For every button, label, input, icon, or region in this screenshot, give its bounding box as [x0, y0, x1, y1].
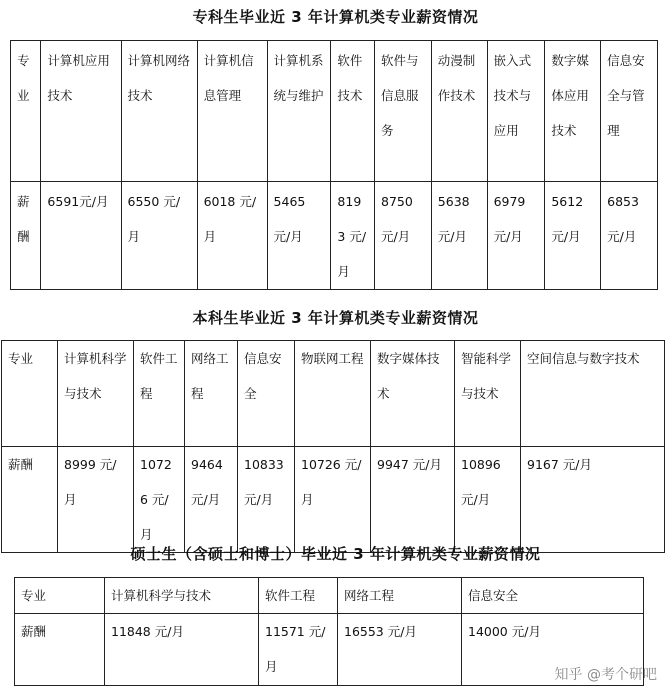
salary-cell: 6853 元/月	[601, 182, 658, 290]
salary-cell: 5612 元/月	[545, 182, 601, 290]
zhihu-watermark: 知乎 @考个研吧	[554, 667, 657, 683]
salary-cell: 10833 元/月	[238, 447, 295, 553]
major-cell: 信息安全	[462, 578, 644, 614]
salary-cell: 9947 元/月	[371, 447, 455, 553]
major-cell: 数字媒体应用技术	[545, 41, 601, 182]
salary-cell: 6591元/月	[41, 182, 121, 290]
major-cell: 软件工程	[134, 341, 185, 447]
table2-title: 本科生毕业近 3 年计算机类专业薪资情况	[192, 309, 479, 327]
table3-title: 硕士生（含硕士和博士）毕业近 3 年计算机类专业薪资情况	[130, 545, 541, 563]
major-cell: 网络工程	[185, 341, 238, 447]
salary-cell: 5465 元/月	[267, 182, 331, 290]
master-salary-table	[14, 577, 644, 686]
major-cell: 智能科学与技术	[455, 341, 521, 447]
salary-cell: 6979 元/月	[487, 182, 545, 290]
salary-cell: 9464 元/月	[185, 447, 238, 553]
row-header-major: 专业	[2, 341, 58, 447]
salary-cell: 8999 元/月	[58, 447, 134, 553]
major-cell: 嵌入式技术与应用	[487, 41, 545, 182]
row-header-major: 专业	[15, 578, 105, 614]
salary-cell: 8193 元/月	[331, 182, 375, 290]
major-cell: 物联网工程	[295, 341, 371, 447]
major-cell: 软件技术	[331, 41, 375, 182]
major-cell: 计算机网络技术	[121, 41, 197, 182]
salary-cell: 10726 元/月	[295, 447, 371, 553]
row-header-major: 专业	[11, 41, 41, 182]
major-cell: 信息安全	[238, 341, 295, 447]
major-cell: 计算机信息管理	[197, 41, 267, 182]
salary-cell: 10896 元/月	[455, 447, 521, 553]
salary-cell: 6018 元/月	[197, 182, 267, 290]
major-cell: 数字媒体技术	[371, 341, 455, 447]
major-cell: 空间信息与数字技术	[521, 341, 665, 447]
major-cell: 计算机应用技术	[41, 41, 121, 182]
major-cell: 网络工程	[338, 578, 462, 614]
major-cell: 软件工程	[259, 578, 338, 614]
salary-cell: 10726 元/月	[134, 447, 185, 553]
associate-salary-table	[10, 40, 658, 290]
row-header-salary: 薪酬	[11, 182, 41, 290]
major-cell: 动漫制作技术	[431, 41, 487, 182]
major-cell: 计算机科学与技术	[105, 578, 259, 614]
salary-cell: 16553 元/月	[338, 614, 462, 686]
major-cell: 信息安全与管理	[601, 41, 658, 182]
table1-title: 专科生毕业近 3 年计算机类专业薪资情况	[192, 8, 479, 26]
major-cell: 计算机科学与技术	[58, 341, 134, 447]
salary-cell: 14000 元/月	[462, 614, 644, 686]
salary-cell: 11848 元/月	[105, 614, 259, 686]
bachelor-salary-table	[1, 340, 665, 553]
row-header-salary: 薪酬	[15, 614, 105, 686]
salary-cell: 6550 元/月	[121, 182, 197, 290]
salary-cell: 5638 元/月	[431, 182, 487, 290]
salary-cell: 11571 元/月	[259, 614, 338, 686]
salary-cell: 9167 元/月	[521, 447, 665, 553]
salary-cell: 8750 元/月	[375, 182, 432, 290]
row-header-salary: 薪酬	[2, 447, 58, 553]
major-cell: 计算机系统与维护	[267, 41, 331, 182]
major-cell: 软件与信息服务	[375, 41, 432, 182]
